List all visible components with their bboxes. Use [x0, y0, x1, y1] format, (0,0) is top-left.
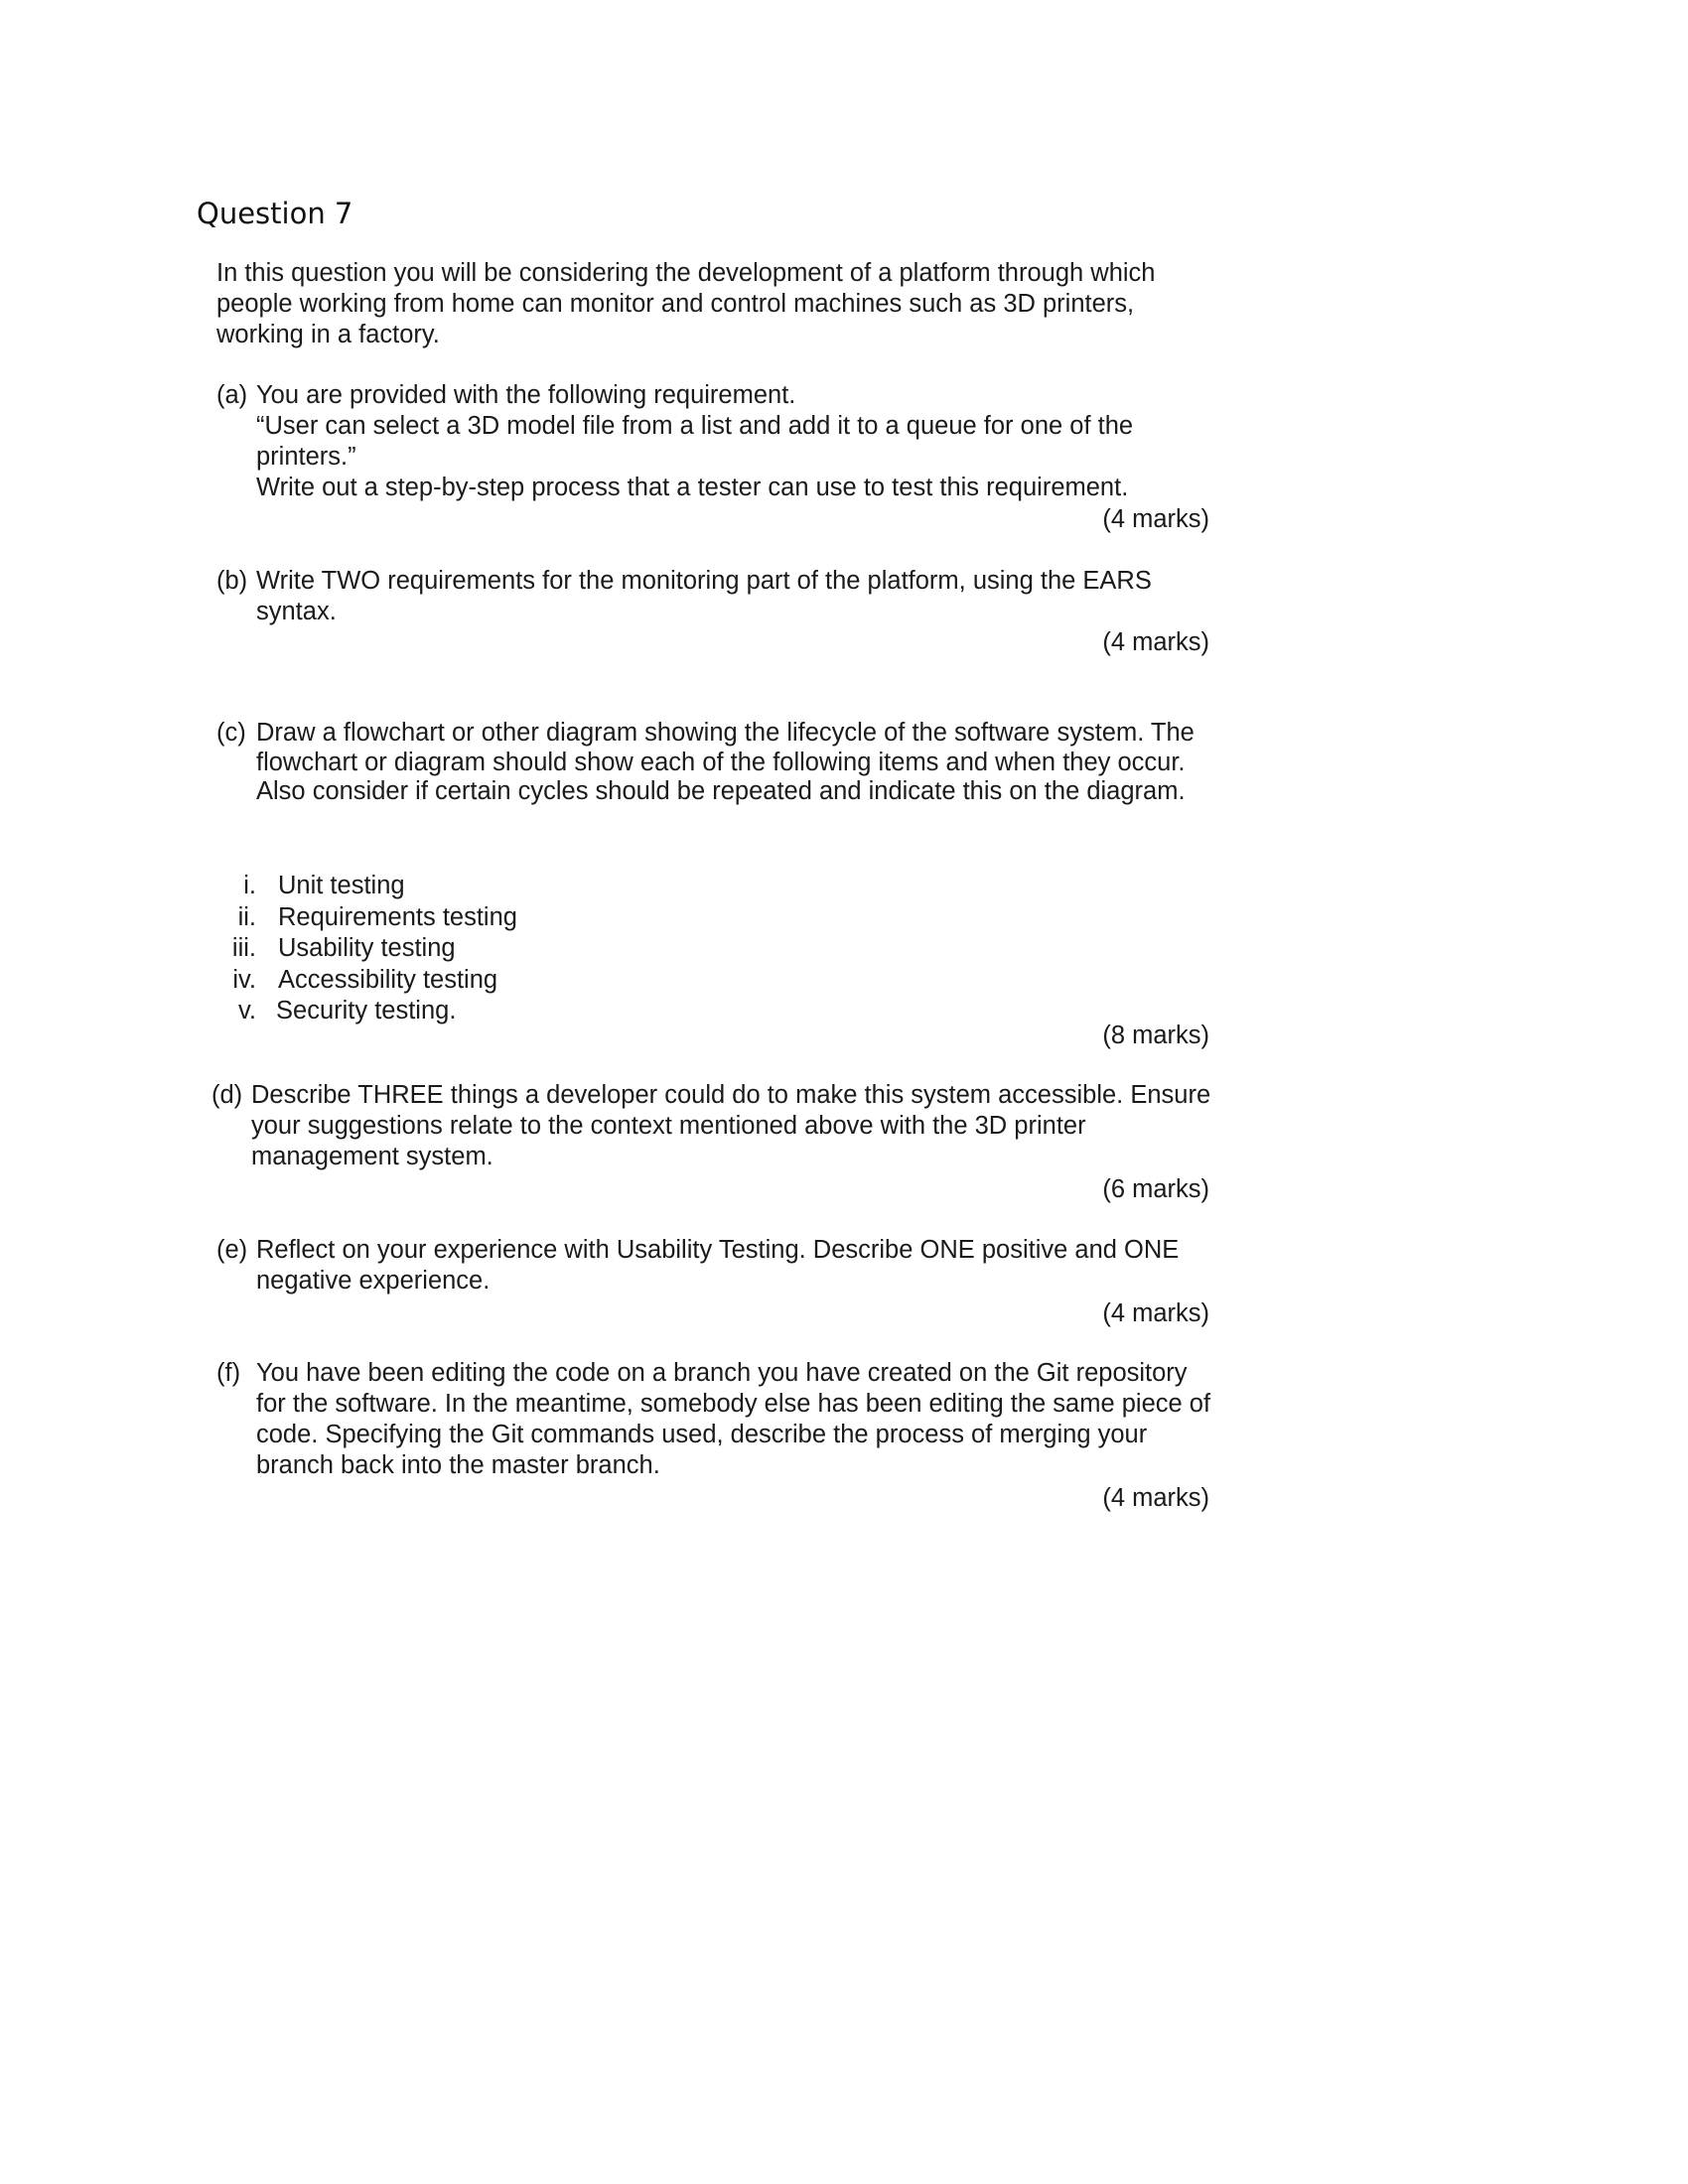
part-a-line: You are provided with the following requirement. — [256, 381, 796, 409]
part-c-line: Also consider if certain cycles should be repeated and indicate this on the diagram. — [256, 777, 1186, 805]
part-b-label: (b) — [216, 567, 248, 595]
list-item — [197, 902, 594, 934]
part-a-line: printers.” — [256, 443, 356, 471]
list-item-text: Usability testing — [278, 934, 456, 962]
list-item — [197, 965, 594, 997]
list-item-number: iii. — [231, 934, 256, 962]
part-f-line: for the software. In the meantime, somebody else has been editing the same piece of — [256, 1390, 1211, 1418]
list-item-text: Requirements testing — [278, 902, 517, 931]
part-a-line: “User can select a 3D model file from a list and add it to a queue for one of the — [256, 412, 1134, 440]
part-b-line: Write TWO requirements for the monitoring part of the platform, using the EARS — [256, 567, 1152, 595]
part-f-line: You have been editing the code on a branch you have created on the Git repository — [256, 1359, 1188, 1387]
intro-paragraph — [216, 258, 1155, 350]
list-item-text: Unit testing — [278, 872, 405, 899]
part-d-line: Describe THREE things a developer could do to make this system accessible. Ensure — [251, 1081, 1211, 1109]
part-a — [216, 380, 1133, 503]
list-item-number: v. — [238, 997, 256, 1024]
part-d-line: management system. — [251, 1143, 493, 1170]
part-c-marks: (8 marks) — [1102, 1022, 1209, 1049]
part-f-marks: (4 marks) — [1102, 1484, 1209, 1512]
part-e-line: Reflect on your experience with Usability Testing. Describe ONE positive and ONE — [256, 1236, 1180, 1264]
testing-items-list — [197, 871, 594, 1027]
part-e-label: (e) — [216, 1236, 248, 1264]
part-b-marks: (4 marks) — [1102, 628, 1209, 656]
part-b-line: syntax. — [256, 598, 337, 625]
part-d-line: your suggestions relate to the context mentioned above with the 3D printer — [251, 1112, 1086, 1140]
question-heading: Question 7 — [197, 197, 353, 230]
list-item — [197, 871, 594, 902]
part-f-label: (f) — [216, 1359, 241, 1387]
part-c-line: Draw a flowchart or other diagram showing the lifecycle of the software system. The — [256, 719, 1195, 747]
part-a-line: Write out a step-by-step process that a tester can use to test this requirement. — [256, 474, 1129, 501]
part-e — [216, 1235, 1179, 1297]
intro-line: In this question you will be considering the development of a platform through which — [216, 259, 1156, 287]
list-item-number: i. — [243, 872, 256, 899]
part-c-label: (c) — [216, 719, 246, 747]
list-item — [197, 996, 594, 1027]
part-f — [216, 1358, 1210, 1481]
list-item-text: Accessibility testing — [278, 965, 498, 994]
part-e-marks: (4 marks) — [1102, 1299, 1209, 1327]
list-item-number: iv. — [232, 965, 256, 994]
intro-line: working in a factory. — [216, 321, 440, 348]
part-c-line: flowchart or diagram should show each of the following items and when they occur. — [256, 748, 1186, 776]
part-a-label: (a) — [216, 381, 248, 409]
list-item — [197, 933, 594, 965]
part-c — [216, 719, 1195, 807]
list-item-number: ii. — [237, 902, 256, 931]
part-d-marks: (6 marks) — [1102, 1175, 1209, 1203]
part-e-line: negative experience. — [256, 1267, 491, 1295]
intro-line: people working from home can monitor and control machines such as 3D printers, — [216, 290, 1135, 318]
part-d-label: (d) — [211, 1081, 243, 1109]
list-item-text: Security testing. — [276, 997, 457, 1024]
part-b — [216, 566, 1152, 627]
part-f-line: branch back into the master branch. — [256, 1451, 660, 1479]
part-d — [211, 1080, 1210, 1172]
part-a-marks: (4 marks) — [1102, 505, 1209, 533]
part-f-line: code. Specifying the Git commands used, describe the process of merging your — [256, 1421, 1148, 1448]
